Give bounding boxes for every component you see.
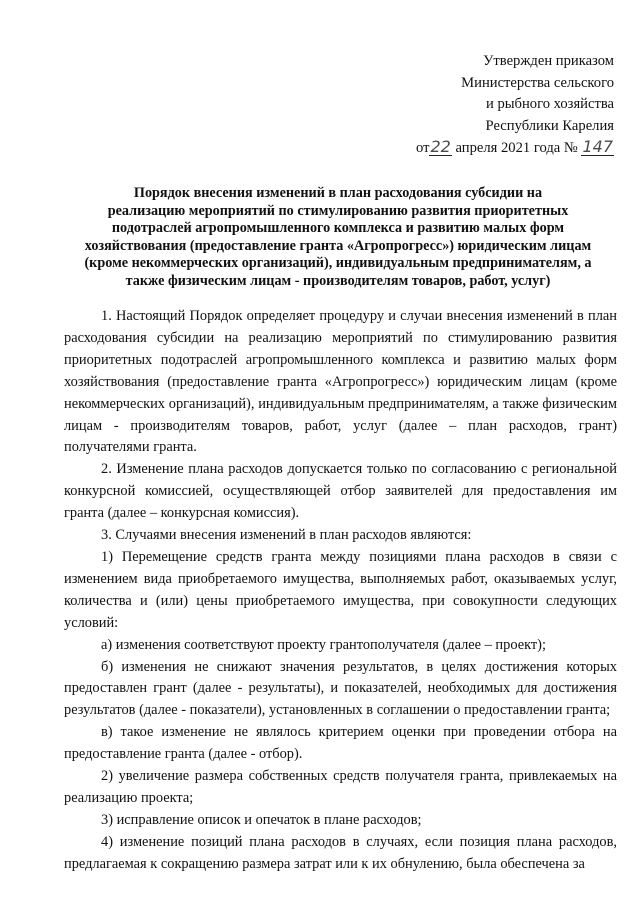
- paragraph: 3. Случаями внесения изменений в план расходов являются:: [101, 527, 472, 544]
- title-line: подотраслей агропромышленного комплекса и развитию малых форм: [111, 220, 565, 237]
- paragraph: б) изменения не снижают значения результатов, в целях достижения которых предоставлен грант (далее - результаты), и показателей, необходимых для достижения результатов (далее - показатели), установленных в соглашении о предоставлении гранта;: [64, 658, 617, 719]
- paragraph: 2) увеличение размера собственных средств получателя гранта, привлекаемых на реализацию проекта;: [64, 768, 617, 806]
- paragraph: 1. Настоящий Порядок определяет процедуру и случаи внесения изменений в план расходования субсидии на реализацию мероприятий по стимулированию развития приоритетных подотраслей агропромышленного комплекса и развитию малых форм хозяйствования (предоставление гранта «Агропрогресс») юридическим лицам (кроме некоммерческих организаций), индивидуальным предпринимателям, а также физическим лицам - производителям товаров, работ, услуг (далее – план расходов, грант) получателями гранта.: [64, 308, 617, 456]
- approval-line: и рыбного хозяйства: [485, 96, 614, 113]
- document-title: [58, 185, 618, 291]
- approval-date-line: [414, 138, 614, 160]
- approval-line: Утвержден приказом: [483, 53, 614, 69]
- paragraph: в) такое изменение не являлось критерием оценки при проведении отбора на предоставление гранта (далее - отбор).: [64, 724, 617, 763]
- document-body: [64, 306, 617, 876]
- approval-line: Республики Карелия: [485, 118, 614, 135]
- paragraph: 2. Изменение плана расходов допускается только по согласованию с региональной конкурсной комиссией, осуществляющей отбор заявителей для предоставления им гранта (далее – конкурсная комиссия).: [64, 461, 617, 522]
- paragraph: 3) исправление описок и опечаток в плане расходов;: [101, 811, 422, 828]
- approval-line: Министерства сельского: [461, 74, 614, 91]
- paragraph: а) изменения соответствуют проекту грантополучателя (далее – проект);: [101, 636, 546, 653]
- title-line: также физическим лицам - производителям товаров, работ, услуг): [125, 272, 551, 289]
- handwritten-day: 22: [430, 136, 451, 156]
- paragraph: 4) изменение позиций плана расходов в случаях, если позиция плана расходов, предлагаемая к сокращению размера затрат или к их обнулению, была обеспечена за: [64, 833, 617, 872]
- title-line: Порядок внесения изменений в план расходования субсидии на: [133, 185, 543, 201]
- title-line: (кроме некоммерческих организаций), индивидуальным предпринимателям, а: [84, 255, 592, 272]
- paragraph: 1) Перемещение средств гранта между позициями плана расходов в связи с изменением вида приобретаемого имущества, выполняемых работ, оказываемых услуг, количества и (или) цены приобретаемого имущества, при совокупности следующих условий:: [64, 548, 617, 631]
- title-line: реализацию мероприятий по стимулированию развития приоритетных: [107, 202, 569, 219]
- approval-stamp: [414, 51, 614, 160]
- date-middle: апреля 2021 года №: [455, 139, 578, 156]
- date-prefix: от: [415, 139, 430, 156]
- title-line: хозяйствования (предоставление гранта «Агропрогресс») юридическим лицам: [84, 237, 592, 254]
- handwritten-order-number: 147: [582, 136, 613, 156]
